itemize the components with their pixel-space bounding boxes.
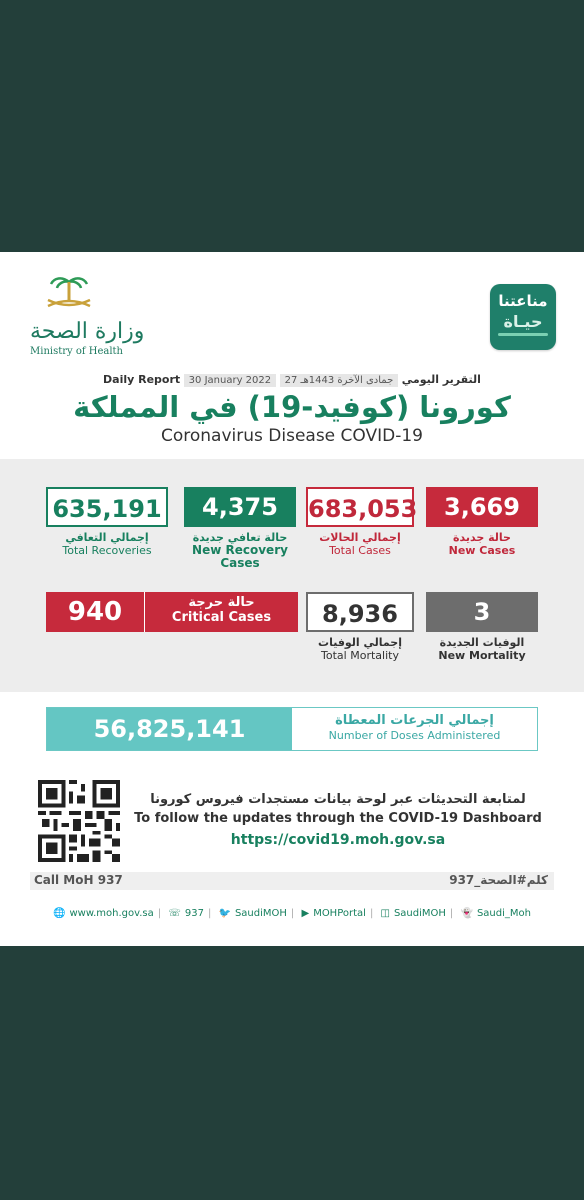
campaign-logo-line1: مناعتنا [498, 292, 548, 310]
snapchat-icon: 👻 [460, 908, 473, 919]
daily-report-ar: التقرير اليومي [401, 373, 481, 386]
total-mortality-value: 8,936 [306, 592, 414, 632]
new-mortality-label-en: New Mortality [438, 649, 526, 662]
new-mortality-value: 3 [426, 592, 538, 632]
website-link[interactable]: www.moh.gov.sa [69, 908, 154, 919]
ministry-name-ar: وزارة الصحة [30, 319, 145, 344]
critical-label [145, 592, 298, 625]
new-recovery-label-ar: حالة تعافي جديدة [192, 531, 288, 544]
new-recovery-value: 4,375 [184, 487, 296, 527]
twitter-icon: 🐦 [218, 908, 231, 919]
twitter-link[interactable]: SaudiMOH [234, 908, 287, 919]
stat-new-cases [426, 487, 538, 557]
title-en: Coronavirus Disease COVID-19 [160, 426, 423, 446]
new-cases-label-ar: حالة جديدة [453, 531, 511, 544]
globe-icon: 🌐 [53, 908, 66, 919]
doses-label-ar: إجمالي الجرعات المعطاة [335, 713, 494, 728]
critical-label-ar: حالة حرجة [188, 595, 255, 610]
call-bar [30, 872, 554, 890]
follow-text-ar: لمتابعة التحديثات عبر لوحة بيانات مستجدات فيروس كورونا [150, 792, 526, 807]
critical-value: 940 [46, 592, 145, 632]
phone-icon: ☏ [168, 908, 181, 919]
date-gregorian: 30 January 2022 [184, 374, 276, 387]
instagram-link[interactable]: SaudiMOH [393, 908, 446, 919]
call-moh-text: Call MoH 937 [34, 873, 123, 887]
total-cases-label-ar: إجمالي الحالات [319, 531, 401, 544]
doses-label-en: Number of Doses Administered [328, 729, 501, 742]
total-cases-label-en: Total Cases [329, 544, 391, 557]
new-cases-value: 3,669 [426, 487, 538, 527]
stat-new-mortality [426, 592, 538, 662]
doses-label [292, 708, 537, 750]
instagram-icon: ◫ [380, 908, 390, 919]
phone-link[interactable]: 937 [184, 908, 204, 919]
moh-logo [30, 276, 150, 357]
total-cases-value: 683,053 [306, 487, 414, 527]
stat-critical [46, 592, 298, 632]
qr-code-icon[interactable] [38, 780, 120, 862]
new-recovery-label-en: New Recovery Cases [192, 543, 288, 570]
stat-total-recoveries [46, 487, 168, 557]
date-hijri: 27 جمادى الآخرة 1443هـ [280, 374, 399, 387]
title-ar: كورونا (كوفيد-19) في المملكة [73, 390, 511, 424]
total-recoveries-label-ar: إجمالي التعافي [65, 531, 149, 544]
report-card [0, 252, 584, 946]
total-mortality-label-en: Total Mortality [321, 649, 399, 662]
stat-total-cases [306, 487, 418, 557]
snapchat-link[interactable]: Saudi_Moh [476, 908, 531, 919]
dashboard-link[interactable]: https://covid19.moh.gov.sa [230, 832, 446, 848]
stat-new-recovery [184, 487, 296, 570]
new-cases-label-en: New Cases [448, 544, 516, 557]
new-mortality-label-ar: الوفيات الجديدة [439, 636, 525, 649]
stat-total-mortality [306, 592, 414, 662]
campaign-wave-icon [498, 333, 548, 336]
palm-swords-icon [42, 276, 96, 314]
follow-text-en: To follow the updates through the COVID-19 Dashboard [134, 811, 542, 826]
doses-value: 56,825,141 [47, 708, 292, 750]
total-recoveries-label-en: Total Recoveries [62, 544, 152, 557]
dashboard-info [130, 792, 546, 848]
youtube-link[interactable]: MOHPortal [313, 908, 366, 919]
total-mortality-label-ar: إجمالي الوفيات [318, 636, 402, 649]
ministry-name-en: Ministry of Health [30, 346, 123, 357]
report-date-line [0, 373, 584, 387]
doses-box [46, 707, 538, 751]
youtube-icon: ▶ [301, 908, 310, 919]
critical-label-en: Critical Cases [171, 610, 272, 625]
campaign-logo [490, 284, 556, 350]
total-recoveries-value: 635,191 [46, 487, 168, 527]
footer-links: 🌐 www.moh.gov.sa | ☏ 937 | 🐦 SaudiMOH | ▶ MOHPortal | ◫ SaudiMOH | 👻 Saudi_Moh [53, 908, 531, 919]
call-hashtag: كلم#الصحة_937 [449, 873, 548, 887]
campaign-logo-line2: حيـاة [503, 312, 543, 331]
daily-report-en: Daily Report [103, 373, 181, 386]
stats-panel [0, 459, 584, 692]
